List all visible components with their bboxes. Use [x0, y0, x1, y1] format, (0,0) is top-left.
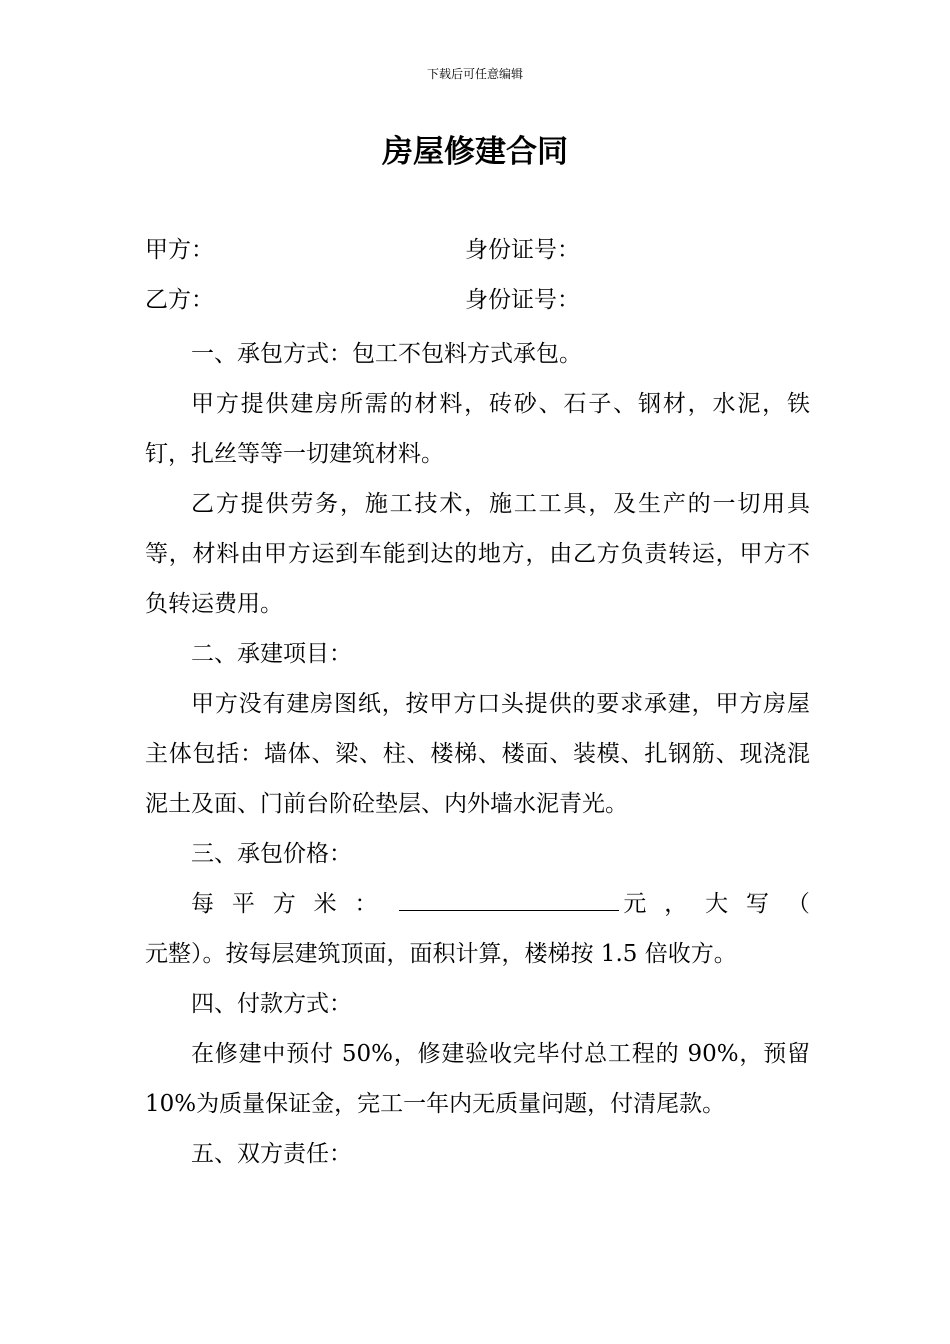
price-blank-line	[399, 880, 619, 911]
price-char: 大	[705, 891, 729, 917]
price-char: 方	[272, 891, 296, 917]
price-char: 每	[191, 891, 214, 917]
paragraph-price-detail: 元整）。按每层建筑顶面，面积计算，楼梯按 1.5 倍收方。	[145, 941, 737, 967]
price-char: 米	[313, 891, 337, 917]
party-b-id-label: 身份证号：	[465, 287, 580, 313]
section-2-heading: 二、承建项目：	[191, 641, 352, 667]
paragraph-payment: 在修建中预付 50%，修建验收完毕付总工程的 90%，预留 10%为质量保证金，完工一年内无质量问题，付清尾款。	[145, 1041, 810, 1117]
header-note: 下载后可任意编辑	[426, 67, 523, 81]
party-b-row	[145, 284, 825, 316]
party-a-label: 甲方：	[145, 237, 214, 263]
price-char: 写	[746, 891, 769, 917]
price-line	[145, 879, 810, 929]
section-4-heading: 四、付款方式：	[191, 991, 352, 1017]
section-5-heading: 五、双方责任：	[191, 1141, 352, 1167]
price-char: ：	[354, 891, 378, 917]
section-3-heading: 三、承包价格：	[191, 841, 352, 867]
party-a-row	[145, 234, 825, 266]
section-1-heading: 一、承包方式：包工不包料方式承包。	[191, 341, 582, 367]
contract-body	[145, 329, 810, 1179]
price-unit: 元	[623, 891, 647, 917]
paragraph-materials: 甲方提供建房所需的材料，砖砂、石子、钢材，水泥，铁钉，扎丝等等一切建筑材料。	[145, 391, 810, 467]
price-char: （	[786, 891, 810, 917]
paragraph-labor: 乙方提供劳务，施工技术，施工工具，及生产的一切用具等，材料由甲方运到车能到达的地方，由乙方负责转运，甲方不负转运费用。	[145, 491, 810, 617]
party-b-label: 乙方：	[145, 287, 214, 313]
document-title: 房屋修建合同	[382, 134, 568, 170]
price-char: ，	[664, 891, 688, 917]
paragraph-project: 甲方没有建房图纸，按甲方口头提供的要求承建，甲方房屋主体包括：墙体、梁、柱、楼梯、楼面、装模、扎钢筋、现浇混泥土及面、门前台阶砼垫层、内外墙水泥青光。	[145, 691, 810, 817]
price-char: 平	[231, 891, 255, 917]
party-a-id-label: 身份证号：	[465, 237, 580, 263]
